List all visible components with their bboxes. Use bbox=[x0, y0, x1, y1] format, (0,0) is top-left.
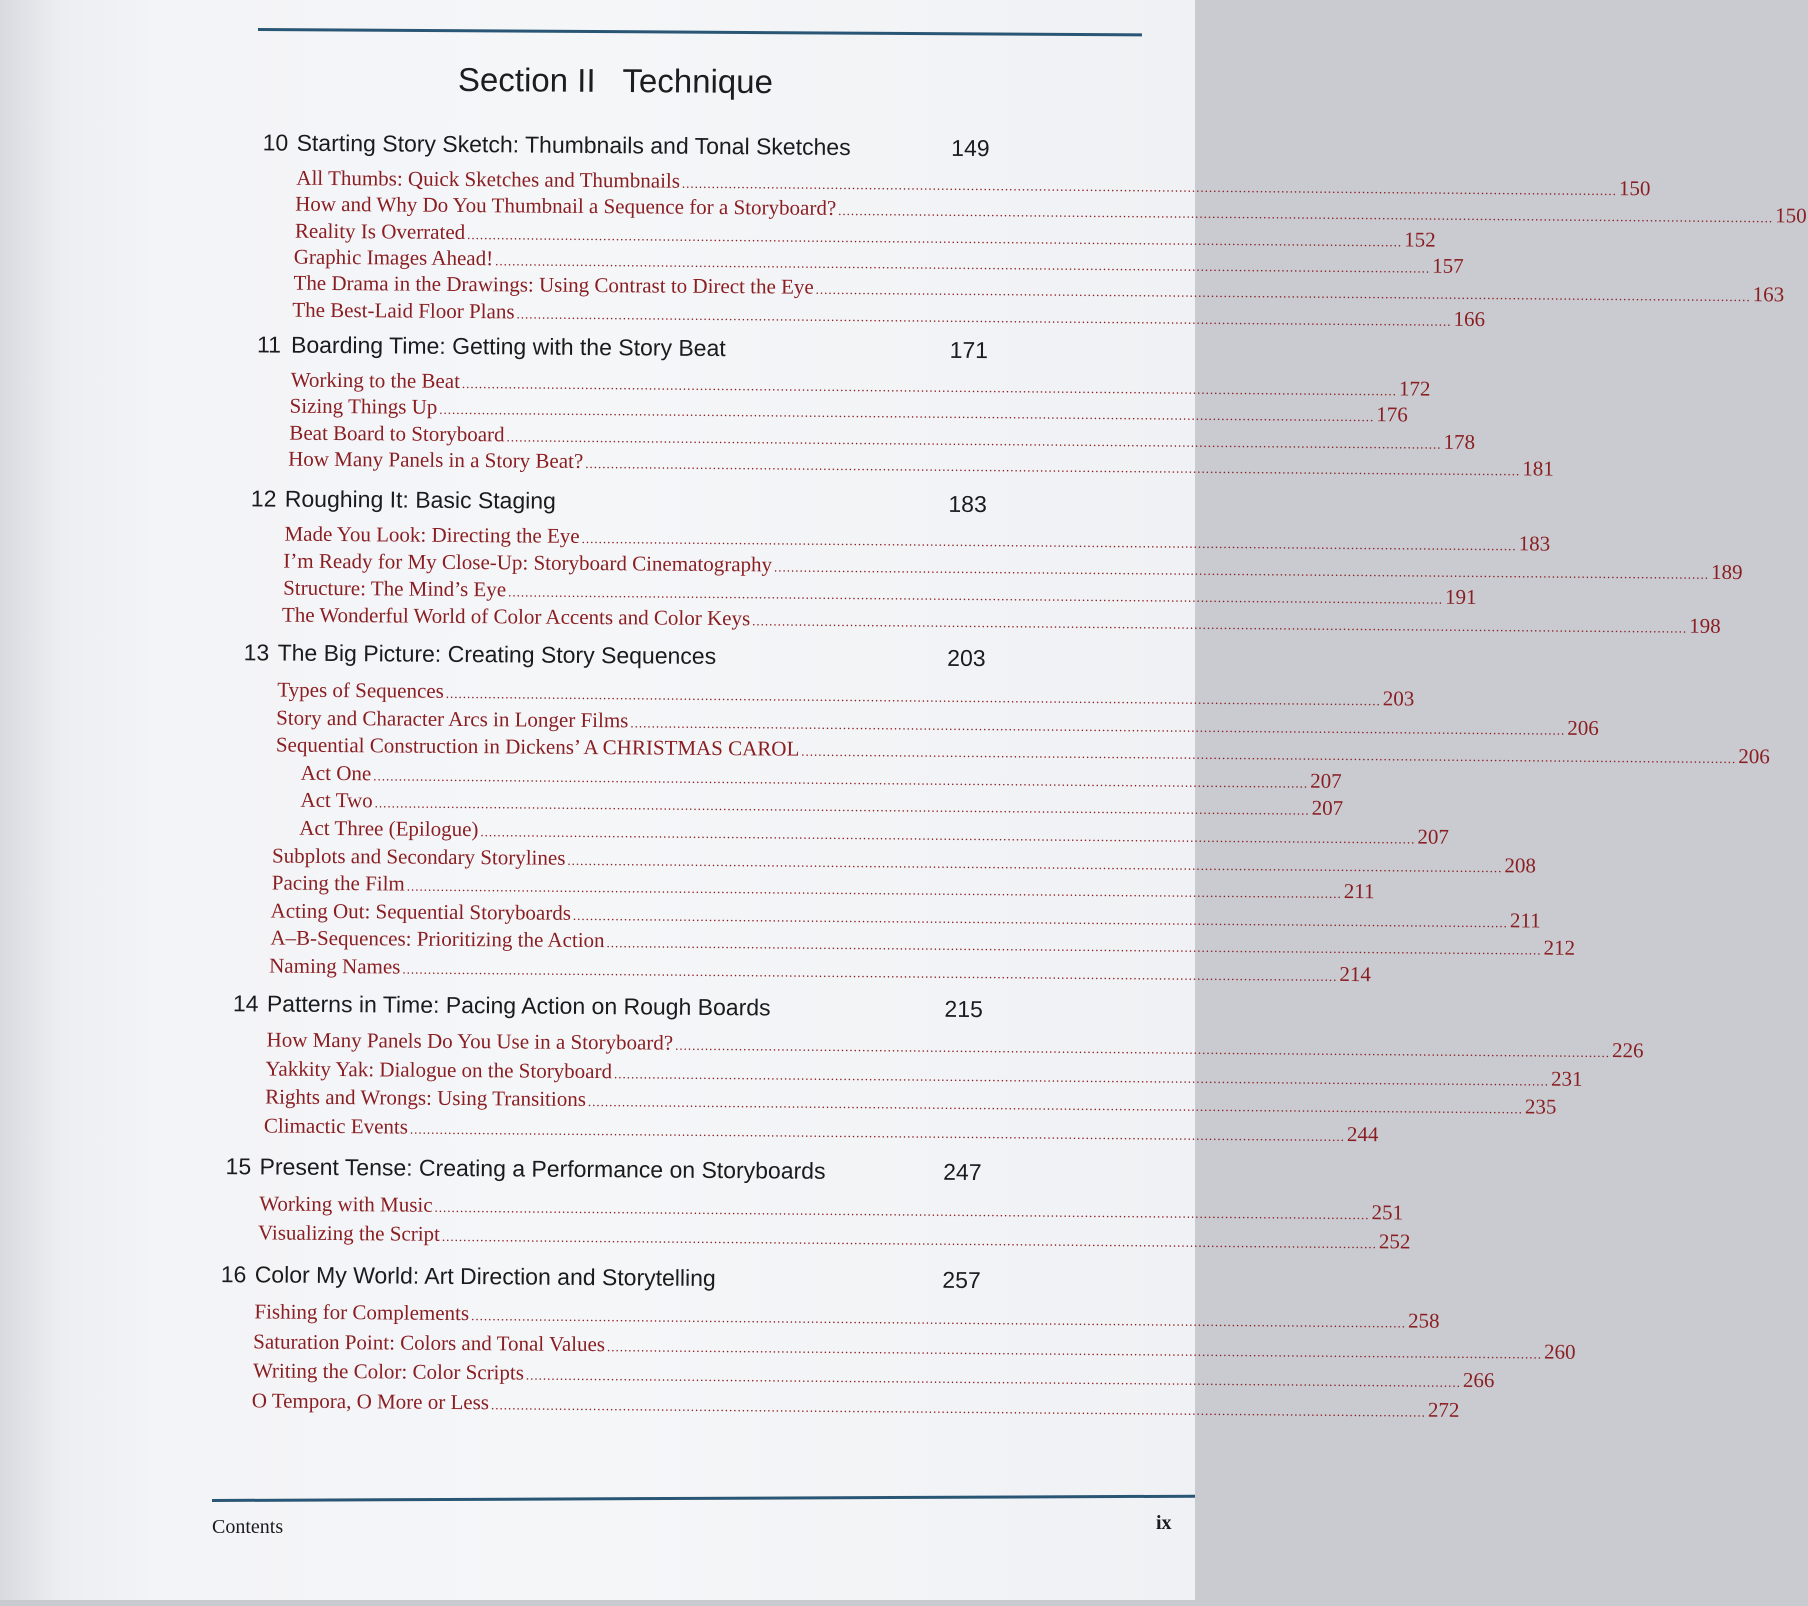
dot-leader: ............................................................................................................................................................................................................................ bbox=[373, 768, 1309, 791]
entry-page: 150 bbox=[1618, 176, 1651, 201]
dot-leader: ............................................................................................................................................................................................................................ bbox=[409, 1121, 1345, 1144]
entry-title: Saturation Point: Colors and Tonal Values bbox=[253, 1328, 606, 1356]
entry-page: 189 bbox=[1710, 559, 1743, 585]
toc-entry bbox=[263, 1112, 1379, 1146]
toc-entry bbox=[257, 1219, 1411, 1253]
toc-entry bbox=[292, 297, 1486, 331]
entry-page: 181 bbox=[1522, 456, 1554, 481]
entry-page: 206 bbox=[1738, 744, 1770, 769]
dot-leader: ............................................................................................................................................................................................................................ bbox=[402, 961, 1338, 984]
dot-leader: ............................................................................................................................................................................................................................ bbox=[752, 613, 1688, 636]
dot-leader: ............................................................................................................................................................................................................................ bbox=[467, 226, 1403, 249]
dot-leader: ............................................................................................................................................................................................................................ bbox=[461, 375, 1397, 399]
dot-leader: ............................................................................................................................................................................................................................ bbox=[439, 402, 1375, 425]
chapter-number: 14 bbox=[232, 990, 259, 1017]
entry-title: Sequential Construction in Dickens’ A CHRISTMAS CAROL bbox=[275, 732, 800, 761]
dot-leader: ............................................................................................................................................................................................................................ bbox=[587, 1094, 1523, 1117]
dot-leader: ............................................................................................................................................................................................................................ bbox=[490, 1396, 1427, 1420]
dot-leader: ............................................................................................................................................................................................................................ bbox=[506, 428, 1442, 452]
entry-title: Visualizing the Script bbox=[257, 1219, 441, 1246]
entry-page: 172 bbox=[1398, 376, 1431, 401]
entry-title: The Best-Laid Floor Plans bbox=[292, 297, 515, 323]
entry-title: How Many Panels in a Story Beat? bbox=[288, 446, 584, 473]
entry-title: Rights and Wrongs: Using Transitions bbox=[265, 1084, 587, 1111]
entry-page: 214 bbox=[1339, 961, 1371, 987]
chapter-number: 11 bbox=[256, 331, 282, 358]
entry-page: 266 bbox=[1462, 1367, 1495, 1393]
toc-entry bbox=[283, 575, 1477, 609]
dot-leader: ............................................................................................................................................................................................................................ bbox=[606, 935, 1542, 958]
toc-entry bbox=[296, 165, 1651, 201]
entry-page: 150 bbox=[1775, 203, 1807, 228]
entry-title: Working to the Beat bbox=[290, 367, 461, 393]
entry-page: 207 bbox=[1417, 824, 1450, 849]
entry-title: Yakkity Yak: Dialogue on the Storyboard bbox=[265, 1055, 613, 1083]
chapter-heading bbox=[257, 331, 988, 364]
entry-title: The Drama in the Drawings: Using Contrast to Direct the Eye bbox=[293, 270, 814, 299]
entry-page: 183 bbox=[1518, 531, 1551, 556]
chapter-number: 15 bbox=[225, 1153, 252, 1180]
dot-leader: ............................................................................................................................................................................................................................ bbox=[675, 1037, 1611, 1061]
dot-leader: ............................................................................................................................................................................................................................ bbox=[516, 305, 1452, 329]
entry-page: 207 bbox=[1311, 796, 1344, 821]
entry-page: 198 bbox=[1689, 613, 1721, 638]
toc-entry bbox=[252, 1358, 1495, 1393]
entry-page: 208 bbox=[1504, 852, 1537, 878]
entry-title: Climactic Events bbox=[263, 1112, 409, 1139]
dot-leader: ............................................................................................................................................................................................................................ bbox=[471, 1308, 1407, 1331]
dot-leader: ............................................................................................................................................................................................................................ bbox=[801, 743, 1737, 767]
entry-page: 203 bbox=[1382, 686, 1415, 711]
entry-page: 191 bbox=[1445, 584, 1477, 609]
chapter-number: 10 bbox=[262, 129, 289, 156]
chapter-title: Patterns in Time: Pacing Action on Rough Boards bbox=[266, 990, 771, 1021]
entry-page: 207 bbox=[1310, 768, 1342, 793]
entry-page: 163 bbox=[1752, 282, 1785, 307]
chapter-page: 257 bbox=[942, 1266, 981, 1294]
entry-page: 260 bbox=[1543, 1339, 1576, 1364]
dot-leader: ............................................................................................................................................................................................................................ bbox=[606, 1338, 1543, 1362]
entry-title: Act Two bbox=[300, 788, 373, 813]
dot-leader: ............................................................................................................................................................................................................................ bbox=[406, 878, 1342, 902]
entry-page: 166 bbox=[1453, 306, 1486, 331]
toc-entry bbox=[265, 1084, 1557, 1119]
entry-title: Naming Names bbox=[269, 953, 401, 979]
entry-title: The Wonderful World of Color Accents and Color Keys bbox=[281, 602, 751, 631]
entry-page: 152 bbox=[1404, 226, 1436, 252]
toc-entry bbox=[275, 732, 1770, 769]
dot-leader: ............................................................................................................................................................................................................................ bbox=[480, 824, 1416, 847]
entry-title: Sizing Things Up bbox=[289, 393, 438, 420]
entry-page: 251 bbox=[1371, 1200, 1404, 1225]
dot-leader: ............................................................................................................................................................................................................................ bbox=[585, 455, 1521, 479]
chapter-title: Boarding Time: Getting with the Story Beat bbox=[290, 331, 726, 362]
chapter-heading bbox=[225, 1153, 981, 1186]
entry-page: 206 bbox=[1567, 715, 1599, 740]
entry-page: 157 bbox=[1432, 253, 1464, 278]
entry-title: How and Why Do You Thumbnail a Sequence for a Storyboard? bbox=[295, 191, 837, 221]
section-heading: Section II Technique bbox=[457, 60, 774, 101]
entry-title: Reality Is Overrated bbox=[294, 218, 466, 244]
toc-entry bbox=[295, 191, 1807, 228]
dot-leader: ............................................................................................................................................................................................................................ bbox=[572, 907, 1509, 931]
entry-page: 176 bbox=[1376, 402, 1408, 427]
entry-page: 178 bbox=[1443, 429, 1476, 454]
chapter-page: 149 bbox=[951, 134, 990, 162]
dot-leader: ............................................................................................................................................................................................................................ bbox=[495, 253, 1431, 276]
entry-page: 231 bbox=[1550, 1066, 1583, 1091]
chapter-heading bbox=[221, 1261, 981, 1294]
toc-entry bbox=[294, 218, 1436, 252]
entry-title: O Tempora, O More or Less bbox=[251, 1387, 490, 1414]
chapter-page: 247 bbox=[943, 1158, 982, 1186]
chapter-title: Roughing It: Basic Staging bbox=[284, 485, 557, 514]
dot-leader: ............................................................................................................................................................................................................................ bbox=[508, 584, 1444, 607]
entry-title: I’m Ready for My Close-Up: Storyboard Cinematography bbox=[283, 548, 773, 577]
toc-entry bbox=[259, 1191, 1404, 1225]
toc-entry bbox=[290, 367, 1431, 401]
entry-title: Working with Music bbox=[259, 1191, 433, 1217]
chapter-title: The Big Picture: Creating Story Sequences bbox=[277, 639, 717, 670]
toc-entry bbox=[269, 953, 1371, 987]
chapter-page: 171 bbox=[949, 336, 989, 364]
toc-entry bbox=[265, 1055, 1583, 1091]
footer-label: Contents bbox=[212, 1516, 284, 1538]
toc-entry bbox=[253, 1328, 1576, 1364]
chapter-page: 183 bbox=[948, 490, 987, 518]
footer-page-number: ix bbox=[1156, 1512, 1172, 1534]
dot-leader: ............................................................................................................................................................................................................................ bbox=[581, 530, 1517, 554]
toc-subentry bbox=[300, 760, 1342, 793]
entry-page: 252 bbox=[1378, 1228, 1411, 1253]
toc-entry bbox=[293, 244, 1464, 278]
chapter-page: 203 bbox=[947, 644, 986, 672]
dot-leader: ............................................................................................................................................................................................................................ bbox=[374, 795, 1310, 819]
entry-title: Acting Out: Sequential Storyboards bbox=[270, 898, 572, 925]
chapter-page: 215 bbox=[944, 995, 983, 1023]
dot-leader: ............................................................................................................................................................................................................................ bbox=[630, 714, 1566, 738]
toc-entry bbox=[289, 420, 1476, 454]
dot-leader: ............................................................................................................................................................................................................................ bbox=[441, 1228, 1377, 1251]
toc-entry bbox=[293, 270, 1785, 307]
dot-leader: ............................................................................................................................................................................................................................ bbox=[613, 1065, 1550, 1089]
toc-subentry bbox=[299, 815, 1450, 849]
dot-leader: ............................................................................................................................................................................................................................ bbox=[681, 175, 1617, 199]
toc-entry bbox=[271, 843, 1537, 878]
chapter-number: 16 bbox=[220, 1261, 247, 1288]
toc-entry bbox=[277, 677, 1415, 711]
entry-title: Beat Board to Storyboard bbox=[289, 420, 505, 446]
toc-entry bbox=[289, 393, 1408, 427]
entry-title: How Many Panels Do You Use in a Storyboard? bbox=[266, 1027, 674, 1055]
dot-leader: ............................................................................................................................................................................................................................ bbox=[838, 203, 1774, 226]
chapter-title: Present Tense: Creating a Performance on Storyboards bbox=[259, 1153, 826, 1184]
entry-page: 212 bbox=[1543, 935, 1576, 961]
dot-leader: ............................................................................................................................................................................................................................ bbox=[434, 1199, 1370, 1223]
toc-entry bbox=[251, 1387, 1460, 1422]
chapter-title: Starting Story Sketch: Thumbnails and Tonal Sketches bbox=[296, 129, 851, 161]
entry-title: All Thumbs: Quick Sketches and Thumbnails bbox=[296, 165, 681, 193]
entry-page: 258 bbox=[1408, 1308, 1440, 1333]
entry-title: Subplots and Secondary Storylines bbox=[271, 843, 566, 870]
dot-leader: ............................................................................................................................................................................................................................ bbox=[445, 685, 1381, 709]
entry-page: 211 bbox=[1343, 879, 1375, 904]
entry-title: Pacing the Film bbox=[271, 870, 405, 896]
toc-entry bbox=[270, 898, 1541, 933]
chapter-heading bbox=[251, 485, 987, 518]
chapter-heading bbox=[244, 639, 986, 672]
entry-title: Act Three (Epilogue) bbox=[299, 815, 479, 842]
chapter-number: 12 bbox=[250, 485, 277, 512]
entry-page: 226 bbox=[1612, 1038, 1644, 1063]
dot-leader: ............................................................................................................................................................................................................................ bbox=[815, 281, 1751, 305]
dot-leader: ............................................................................................................................................................................................................................ bbox=[567, 852, 1503, 875]
entry-page: 211 bbox=[1509, 908, 1541, 933]
entry-title: Structure: The Mind’s Eye bbox=[283, 575, 507, 602]
toc-entry bbox=[270, 925, 1576, 961]
toc-entry bbox=[288, 446, 1554, 481]
chapter-heading bbox=[233, 990, 983, 1023]
toc-entry bbox=[266, 1027, 1644, 1063]
chapter-title: Color My World: Art Direction and Storytelling bbox=[254, 1261, 716, 1292]
chapter-number: 13 bbox=[243, 639, 270, 666]
toc-entry bbox=[283, 548, 1743, 585]
entry-title: Story and Character Arcs in Longer Films bbox=[276, 705, 629, 732]
toc-subentry bbox=[300, 788, 1344, 821]
dot-leader: ............................................................................................................................................................................................................................ bbox=[774, 559, 1710, 582]
entry-title: Act One bbox=[300, 760, 372, 786]
toc-entry bbox=[281, 602, 1721, 638]
toc-entry bbox=[276, 705, 1599, 740]
chapter-heading bbox=[263, 129, 990, 162]
entry-title: Made You Look: Directing the Eye bbox=[284, 521, 580, 548]
entry-page: 235 bbox=[1524, 1094, 1557, 1119]
toc-entry bbox=[284, 521, 1551, 556]
entry-title: Types of Sequences bbox=[277, 677, 444, 703]
entry-title: A–B-Sequences: Prioritizing the Action bbox=[270, 925, 605, 953]
dot-leader: ............................................................................................................................................................................................................................ bbox=[525, 1367, 1461, 1390]
toc-entry bbox=[271, 870, 1375, 904]
entry-page: 244 bbox=[1346, 1121, 1379, 1146]
entry-title: Writing the Color: Color Scripts bbox=[252, 1358, 525, 1385]
toc-entry bbox=[254, 1299, 1440, 1333]
entry-title: Fishing for Complements bbox=[254, 1299, 470, 1326]
entry-page: 272 bbox=[1427, 1397, 1460, 1422]
entry-title: Graphic Images Ahead! bbox=[293, 244, 494, 271]
